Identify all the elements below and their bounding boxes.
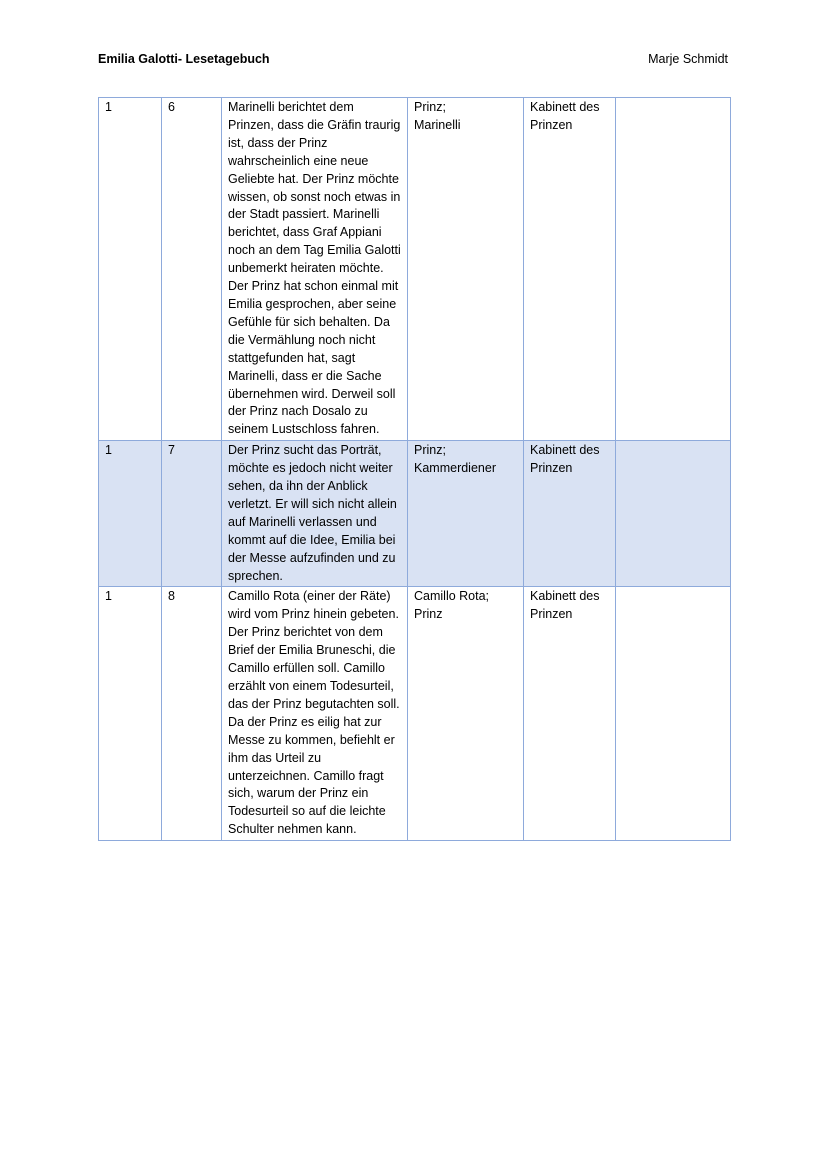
location-cell: Kabinett des Prinzen [524, 441, 616, 587]
document-title: Emilia Galotti- Lesetagebuch [98, 52, 270, 66]
location-cell: Kabinett des Prinzen [524, 587, 616, 841]
characters-cell [408, 98, 524, 441]
character-name: Kammerdiener [414, 461, 496, 476]
table-row [99, 441, 731, 587]
character-name: Prinz; [414, 443, 446, 458]
author-name: Marje Schmidt [648, 52, 728, 66]
notes-cell [616, 441, 731, 587]
table-row [99, 587, 731, 841]
reading-log-table [98, 97, 731, 841]
scene-cell: 7 [162, 441, 222, 587]
summary-cell: Camillo Rota (einer der Räte) wird vom Prinz hinein gebeten. Der Prinz berichtet von dem Brief der Emilia Bruneschi, die Camillo erfüllen soll. Camillo erzählt von einem Todesurteil, das der Prinz begutachten soll. Da der Prinz es eilig hat zur Messe zu kommen, befiehlt er ihm das Urteil zu unterzeichnen. Camillo fragt sich, warum der Prinz ein Todesurteil so auf die leichte Schulter nehmen kann. [222, 587, 408, 841]
summary-cell: Der Prinz sucht das Porträt, möchte es jedoch nicht weiter sehen, da ihn der Anblick verletzt. Er will sich nicht allein auf Marinelli verlassen und kommt auf die Idee, Emilia bei der Messe aufzufinden und zu sprechen. [222, 441, 408, 587]
characters-cell [408, 441, 524, 587]
character-name: Camillo Rota; [414, 589, 490, 604]
characters-cell [408, 587, 524, 841]
character-name: Prinz [414, 607, 443, 622]
act-cell: 1 [99, 441, 162, 587]
location-cell: Kabinett des Prinzen [524, 98, 616, 441]
notes-cell [616, 98, 731, 441]
act-cell: 1 [99, 98, 162, 441]
character-name: Prinz; [414, 100, 446, 114]
act-cell: 1 [99, 587, 162, 841]
scene-cell: 6 [162, 98, 222, 441]
page-header [98, 49, 728, 69]
table-row [99, 98, 731, 441]
scene-cell: 8 [162, 587, 222, 841]
character-name: Marinelli [414, 117, 461, 132]
summary-cell: Marinelli berichtet dem Prinzen, dass die Gräfin traurig ist, dass der Prinz wahrscheinlich eine neue Geliebte hat. Der Prinz möchte wissen, ob sonst noch etwas in der Stadt passiert. Marinelli berichtet, dass Graf Appiani noch an dem Tag Emilia Galotti unbemerkt heiraten möchte. Der Prinz hat schon einmal mit Emilia gesprochen, aber seine Gefühle für sich behalten. Da die Vermählung noch nicht stattgefunden hat, sagt Marinelli, dass er die Sache übernehmen wird. Derweil soll der Prinz nach Dosalo zu seinem Lustschloss fahren. [222, 98, 408, 441]
notes-cell [616, 587, 731, 841]
